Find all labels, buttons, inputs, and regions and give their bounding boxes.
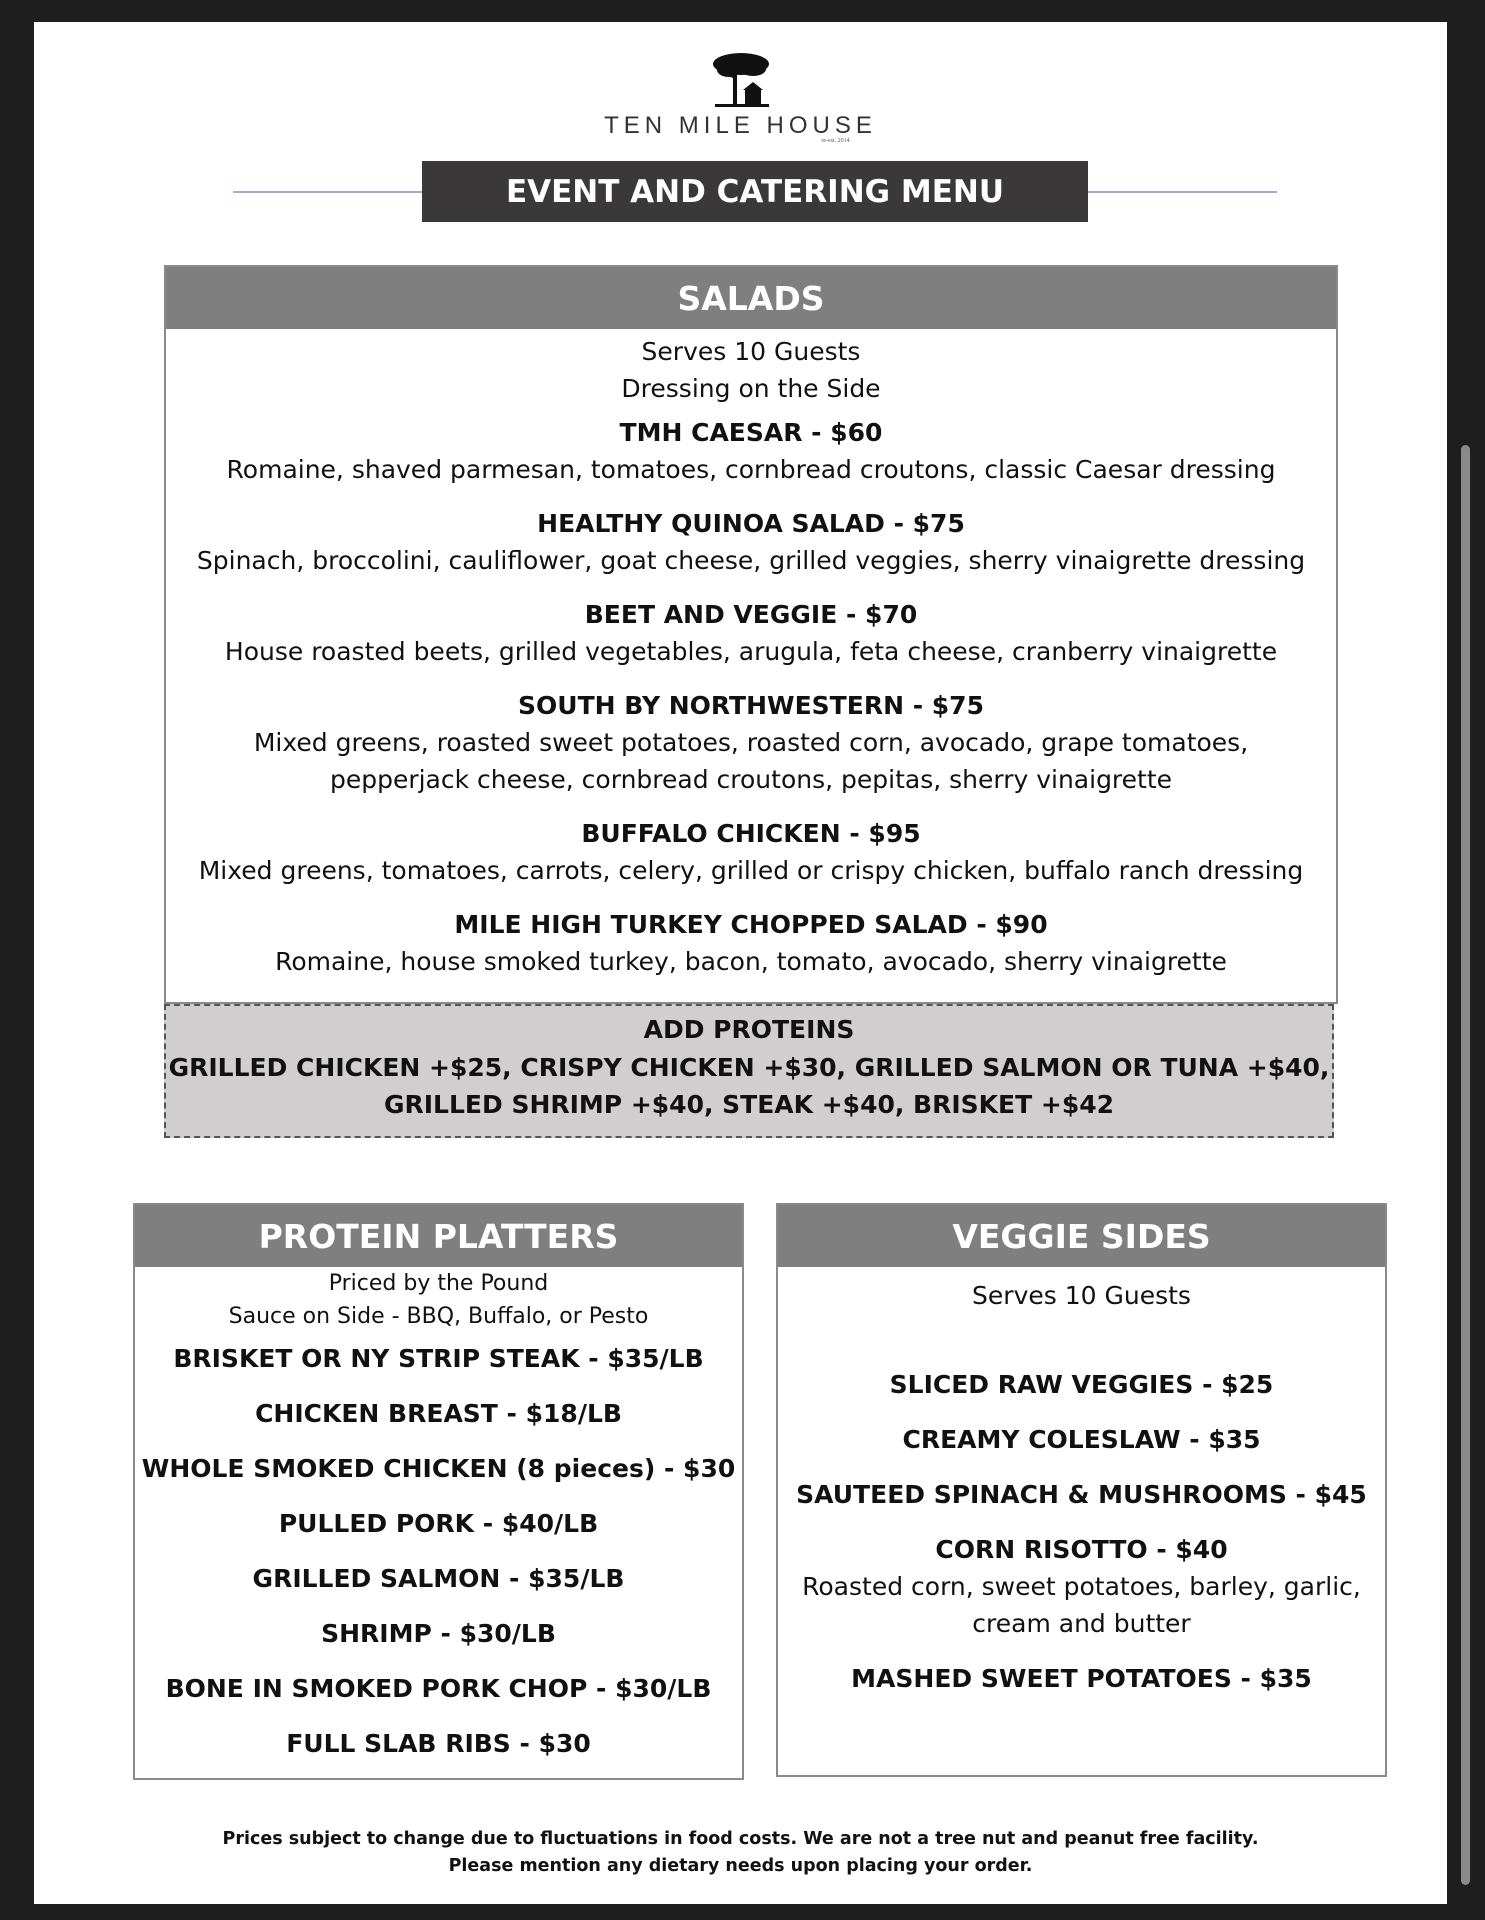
- veggie-item: [778, 1476, 1385, 1513]
- veggie-name: CREAMY COLESLAW - $35: [902, 1425, 1261, 1454]
- salad-name: SOUTH BY NORTHWESTERN - $75: [518, 691, 984, 720]
- add-proteins-box: [164, 1004, 1334, 1138]
- salad-item: [166, 505, 1336, 579]
- platters-sub: Sauce on Side - BBQ, Buffalo, or Pesto: [228, 1304, 649, 1329]
- salad-name: BUFFALO CHICKEN - $95: [581, 819, 921, 848]
- add-proteins-line: GRILLED CHICKEN +$25, CRISPY CHICKEN +$30, GRILLED SALMON OR TUNA +$40,: [168, 1053, 1330, 1082]
- platter-item: CHICKEN BREAST - $18/LB: [255, 1399, 622, 1428]
- platter-item: PULLED PORK - $40/LB: [278, 1509, 599, 1538]
- veggie-item: [778, 1366, 1385, 1403]
- platter-item: GRILLED SALMON - $35/LB: [252, 1564, 625, 1593]
- brand-name: TEN MILE HOUSE: [604, 112, 877, 139]
- platter-item: SHRIMP - $30/LB: [321, 1619, 556, 1648]
- platter-item: BRISKET OR NY STRIP STEAK - $35/LB: [173, 1344, 704, 1373]
- veggie-description: Roasted corn, sweet potatoes, barley, garlic,: [802, 1572, 1361, 1601]
- salad-description: Mixed greens, roasted sweet potatoes, roasted corn, avocado, grape tomatoes,: [253, 728, 1249, 757]
- salad-name: MILE HIGH TURKEY CHOPPED SALAD - $90: [454, 910, 1048, 939]
- salad-description: Spinach, broccolini, cauliflower, goat cheese, grilled veggies, sherry vinaigrette dressing: [196, 546, 1306, 575]
- veggie-name: SAUTEED SPINACH & MUSHROOMS - $45: [796, 1480, 1367, 1509]
- platters-sub: Priced by the Pound: [328, 1271, 549, 1296]
- salad-description: pepperjack cheese, cornbread croutons, pepitas, sherry vinaigrette: [329, 765, 1173, 794]
- salads-section: [164, 265, 1338, 1004]
- salad-name: BEET AND VEGGIE - $70: [584, 600, 918, 629]
- salads-serves: Serves 10 Guests: [641, 337, 861, 366]
- brand-est: re-est. 2014: [821, 138, 850, 144]
- veggie-name: SLICED RAW VEGGIES - $25: [889, 1370, 1274, 1399]
- veggie-name: MASHED SWEET POTATOES - $35: [851, 1664, 1312, 1693]
- platter-item: FULL SLAB RIBS - $30: [286, 1729, 591, 1758]
- salad-name: HEALTHY QUINOA SALAD - $75: [537, 509, 965, 538]
- salads-heading: SALADS: [166, 267, 1336, 329]
- tree-house-icon: [709, 50, 773, 108]
- platter-item: WHOLE SMOKED CHICKEN (8 pieces) - $30: [141, 1454, 736, 1483]
- logo: [34, 50, 1447, 144]
- platters-heading: PROTEIN PLATTERS: [135, 1205, 742, 1267]
- veggie-item: [778, 1421, 1385, 1458]
- add-proteins-heading: ADD PROTEINS: [643, 1015, 855, 1044]
- scrollbar[interactable]: [1461, 445, 1470, 1885]
- veggies-serves: Serves 10 Guests: [972, 1281, 1191, 1310]
- salad-description: Romaine, house smoked turkey, bacon, tomato, avocado, sherry vinaigrette: [275, 947, 1227, 976]
- title-rule-right: [1087, 191, 1277, 193]
- footer-line: Please mention any dietary needs upon placing your order.: [448, 1856, 1033, 1876]
- title-rule-left: [233, 191, 423, 193]
- salad-item: [166, 414, 1336, 488]
- menu-page: [34, 22, 1447, 1904]
- veggies-heading: VEGGIE SIDES: [778, 1205, 1385, 1267]
- footer-line: Prices subject to change due to fluctuations in food costs. We are not a tree nut and peanut free facility.: [222, 1829, 1259, 1849]
- salad-description: Mixed greens, tomatoes, carrots, celery, grilled or crispy chicken, buffalo ranch dressing: [198, 856, 1304, 885]
- salad-description: House roasted beets, grilled vegetables, arugula, feta cheese, cranberry vinaigrette: [224, 637, 1278, 666]
- platter-item: BONE IN SMOKED PORK CHOP - $30/LB: [165, 1674, 712, 1703]
- platter-list: [135, 1331, 742, 1771]
- page-title: EVENT AND CATERING MENU: [422, 161, 1088, 222]
- add-proteins-line: GRILLED SHRIMP +$40, STEAK +$40, BRISKET +$42: [383, 1090, 1115, 1119]
- salad-item: [166, 596, 1336, 670]
- salad-name: TMH CAESAR - $60: [619, 418, 883, 447]
- veggie-item: [778, 1531, 1385, 1642]
- protein-platters-section: [133, 1203, 744, 1780]
- footer-note: [34, 1826, 1447, 1880]
- salad-item: [166, 906, 1336, 980]
- veggie-list: [778, 1366, 1385, 1697]
- salad-item: [166, 815, 1336, 889]
- salads-note: Dressing on the Side: [621, 374, 881, 403]
- veggie-sides-section: [776, 1203, 1387, 1777]
- veggie-item: [778, 1660, 1385, 1697]
- veggie-name: CORN RISOTTO - $40: [935, 1535, 1228, 1564]
- salad-description: Romaine, shaved parmesan, tomatoes, cornbread croutons, classic Caesar dressing: [226, 455, 1276, 484]
- salad-item: [166, 687, 1336, 798]
- salad-list: [166, 414, 1336, 980]
- veggie-description: cream and butter: [972, 1609, 1191, 1638]
